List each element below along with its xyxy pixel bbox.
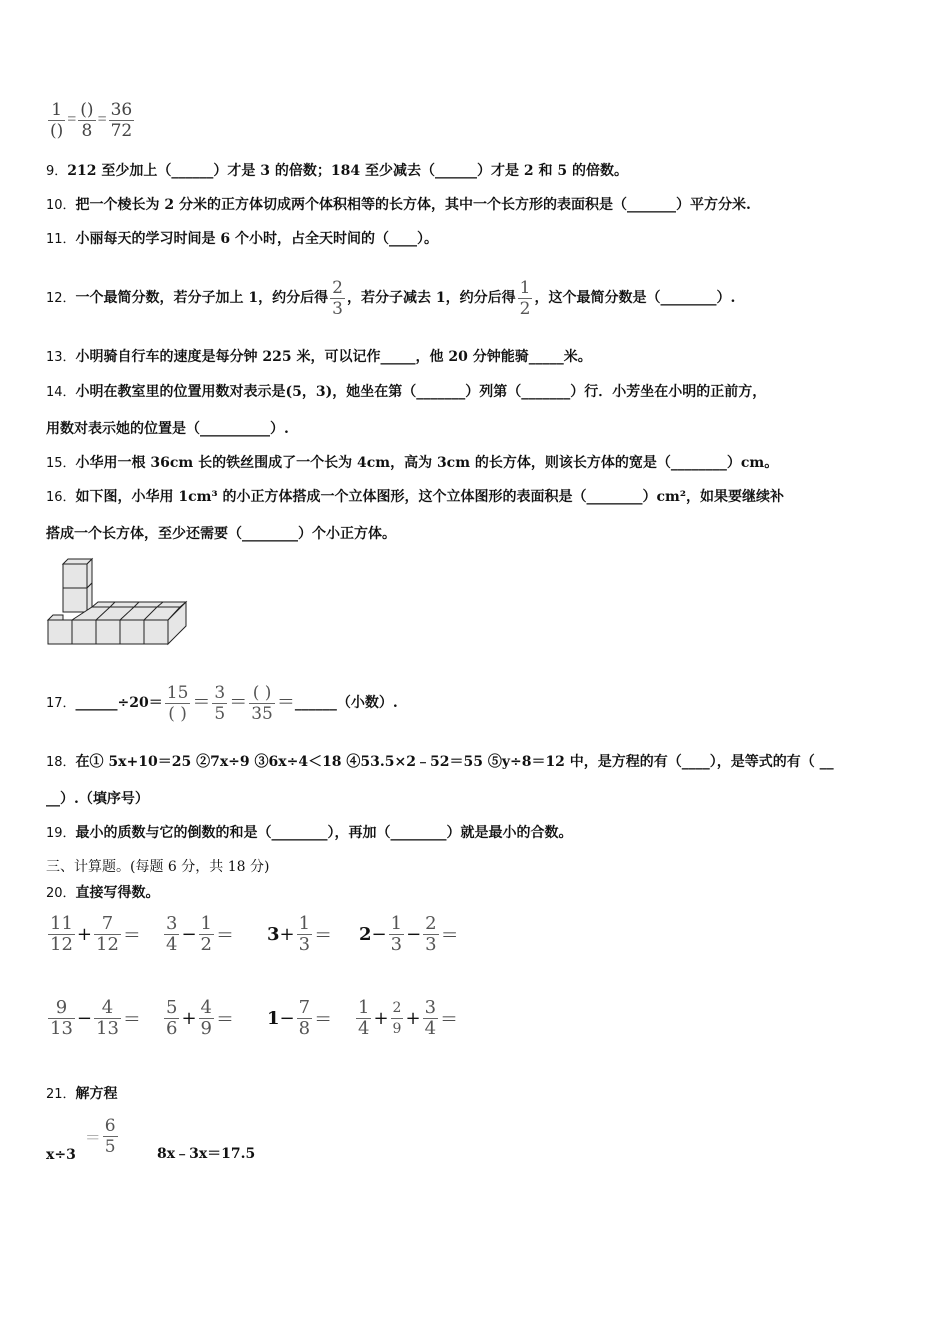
- calc-2-3: 1− $\frac{7}{8}$ ＝: [267, 997, 333, 1039]
- cube-figure: [46, 556, 191, 646]
- question-21: 21．解方程: [46, 1086, 118, 1102]
- calc-2-4: $\frac{1}{4}$ + $\frac{2}{9}$ + $\frac{3}{4}$ ＝: [358, 997, 459, 1039]
- question-19: 19．最小的质数与它的倒数的和是（________），再加（________）就是最小的合数。: [46, 825, 573, 841]
- question-18-line1: 18．在① 5x+10＝25 ②7x÷9 ③6x÷4＜18 ④53.5×2﹣52＝55 ⑤y÷8＝12 中，是方程的有（____），是等式的有（ __: [46, 754, 834, 770]
- calc-1-2: $\frac{3}{4}$ − $\frac{1}{2}$ ＝: [166, 913, 234, 955]
- question-14-line1: 14．小明在教室里的位置用数对表示是(5，3)，她坐在第（_______）列第（_______）行．小芳坐在小明的正前方，: [46, 384, 767, 400]
- question-15: 15．小华用一根 36cm 长的铁丝围成了一个长为 4cm，高为 3cm 的长方体，则该长方体的宽是（________）cm。: [46, 455, 779, 471]
- question-20: 20．直接写得数。: [46, 885, 160, 901]
- question-16-line1: 16．如下图，小华用 1cm³ 的小正方体搭成一个立体图形，这个立体图形的表面积是（________）cm²，如果要继续补: [46, 489, 784, 505]
- question-11: 11．小丽每天的学习时间是 6 个小时，占全天时间的（____）。: [46, 231, 439, 247]
- calc-1-3: 3+ $\frac{1}{3}$ ＝: [267, 913, 333, 955]
- question-18-line2: __）.（填序号）: [46, 791, 149, 807]
- question-14-line2: 用数对表示她的位置是（__________）.: [46, 421, 289, 437]
- question-17: 17．______÷20＝ $\frac{15}{( )}$ ＝ $\frac{3}{5}$ ＝ $\frac{( )}{35}$ ＝______（小数）.: [46, 682, 398, 724]
- equation-2: 8x﹣3x＝17.5: [157, 1146, 256, 1162]
- calc-2-2: $\frac{5}{6}$ + $\frac{4}{9}$ ＝: [166, 997, 234, 1039]
- calc-1-1: $\frac{11}{12}$ + $\frac{7}{12}$ ＝: [50, 913, 141, 955]
- question-16-line2: 搭成一个长方体，至少还需要（________）个小正方体。: [46, 526, 396, 542]
- section-3-heading: 三、计算题。(每题 6 分，共 18 分): [46, 859, 270, 875]
- question-13: 13．小明骑自行车的速度是每分钟 225 米，可以记作_____，他 20 分钟能骑_____米。: [46, 349, 592, 365]
- top-fraction-equation: $\frac{1}{()}$ = $\frac{()}{8}$ = $\frac{36}{72}$: [50, 100, 133, 141]
- calc-2-1: $\frac{9}{13}$ − $\frac{4}{13}$ ＝: [50, 997, 141, 1039]
- question-9: 9．212 至少加上（______）才是 3 的倍数；184 至少减去（______）才是 2 和 5 的倍数。: [46, 163, 628, 179]
- question-10: 10．把一个棱长为 2 分米的正方体切成两个体积相等的长方体，其中一个长方形的表面积是（_______）平方分米.: [46, 197, 751, 213]
- question-12: 12．一个最简分数，若分子加上 1，约分后得 $\frac{2}{3}$ ，若分子减去 1，约分后得 $\frac{1}{2}$ ，这个最简分数是（________）.: [46, 277, 736, 319]
- equation-1: x÷3 ＝ $\frac{6}{5}$: [46, 1116, 116, 1163]
- calc-1-4: 2− $\frac{1}{3}$ − $\frac{2}{3}$ ＝: [359, 913, 459, 955]
